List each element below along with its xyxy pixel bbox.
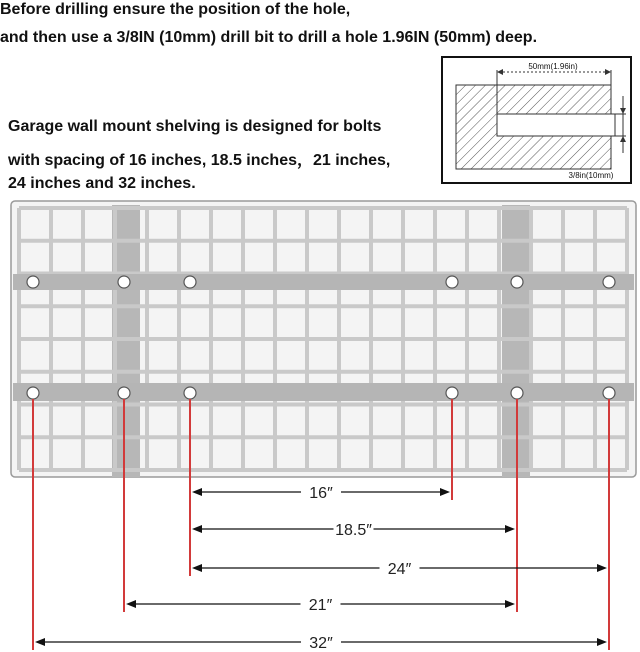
bolt-hole — [603, 276, 615, 288]
mounting-rail-2 — [13, 383, 634, 401]
bolt-hole — [118, 276, 130, 288]
spacing-arrow-right — [597, 638, 607, 646]
spacing-arrow-left — [192, 525, 202, 533]
spacing-arrow-right — [505, 525, 515, 533]
spacing-arrow-left — [126, 600, 136, 608]
spacing-label: 18.5″ — [335, 522, 372, 539]
mounting-rail-1 — [13, 274, 634, 290]
grid-panel — [11, 201, 636, 477]
bolt-hole — [511, 387, 523, 399]
depth-label: 50mm(1.96in) — [528, 62, 578, 71]
bolt-hole — [184, 387, 196, 399]
bolt-hole — [184, 276, 196, 288]
spacing-arrow-right — [597, 564, 607, 572]
spacing-label: 24″ — [387, 561, 412, 578]
bolt-hole — [511, 276, 523, 288]
spacing-arrow-left — [35, 638, 45, 646]
spacing-label: 32″ — [309, 635, 333, 652]
instruction-line-2: and then use a 3/8IN (10mm) drill bit to drill a hole 1.96IN (50mm) deep. — [0, 29, 538, 46]
spacing-arrow-right — [505, 600, 515, 608]
bolt-hole — [446, 387, 458, 399]
spacing-label: 21″ — [308, 597, 333, 614]
spacing-note-line-2: with spacing of 16 inches, 18.5 inches，21 inches, — [8, 152, 391, 169]
spacing-arrow-right — [440, 488, 450, 496]
bolt-hole — [446, 276, 458, 288]
spacing-arrow-left — [192, 488, 202, 496]
bolt-hole — [603, 387, 615, 399]
spacing-note-line-1: Garage wall mount shelving is designed for bolts — [8, 118, 382, 135]
spacing-note-line-3: 24 inches and 32 inches. — [8, 175, 196, 192]
bolt-hole — [27, 387, 39, 399]
diameter-label: 3/8in(10mm) — [568, 171, 614, 180]
instruction-line-1: Before drilling ensure the position of the hole, — [0, 1, 351, 18]
spacing-label: 16″ — [309, 485, 333, 502]
bolt-hole — [27, 276, 39, 288]
bolt-hole — [118, 387, 130, 399]
spacing-arrow-left — [192, 564, 202, 572]
